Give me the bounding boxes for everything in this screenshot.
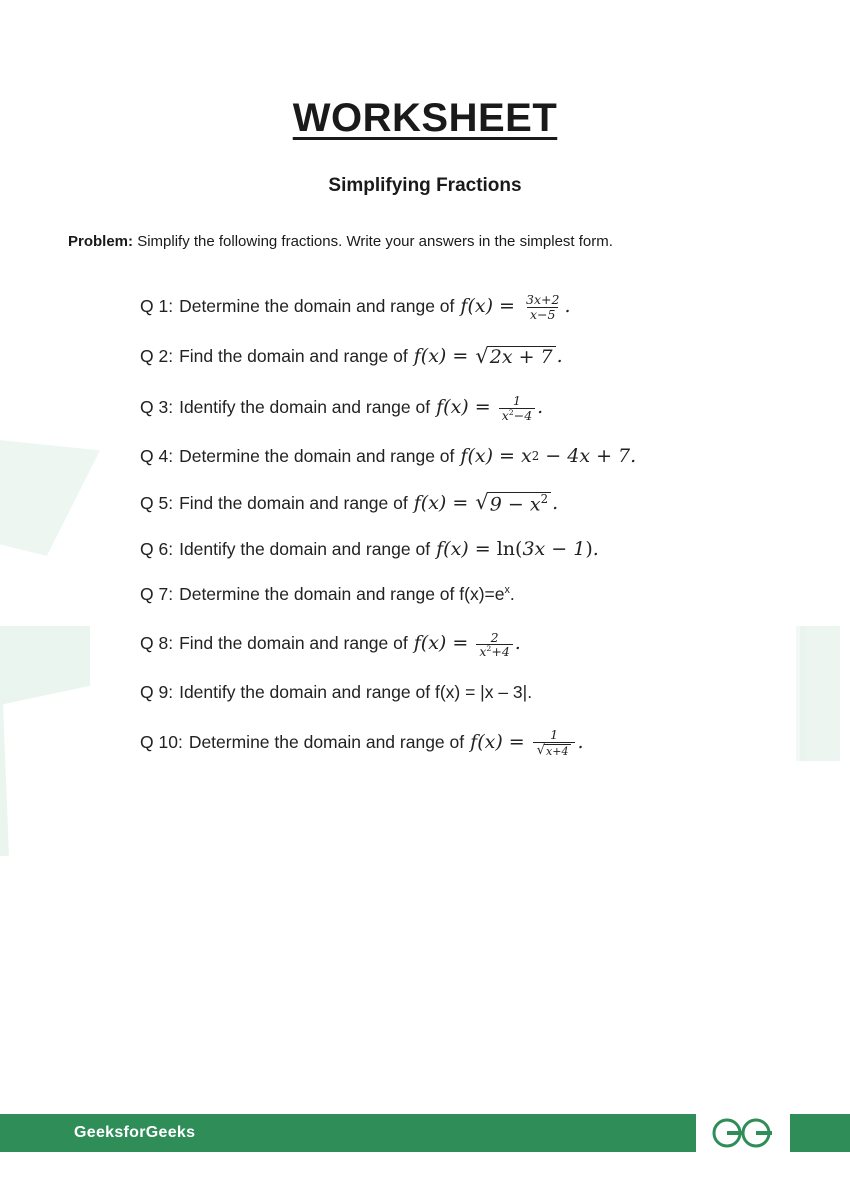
question-expression: f(x) = ln( 3x − 1 ) . — [430, 538, 599, 561]
question-label: Q 1: — [140, 295, 174, 316]
geeksforgeeks-logo — [696, 1111, 790, 1155]
list-item — [140, 393, 800, 421]
list-item — [140, 585, 800, 603]
question-text: Find the domain and range of — [179, 492, 408, 513]
question-text: Find the domain and range of — [179, 633, 408, 654]
question-label: Q 9: — [140, 681, 174, 702]
question-text: Determine the domain and range of — [179, 295, 455, 316]
question-label: Q 4: — [140, 446, 174, 467]
question-label: Q 6: — [140, 539, 174, 560]
list-item — [140, 292, 800, 320]
question-expression: f(x) = 1 √ x+4 . — [464, 727, 584, 758]
problem-label: Problem: — [68, 233, 134, 250]
problem-text: Simplify the following fractions. Write your answers in the simplest form. — [137, 233, 613, 250]
question-text: Identify the domain and range of — [179, 681, 431, 702]
question-text: Identify the domain and range of — [179, 539, 431, 560]
question-expression: f(x) = √ 2x + 7 . — [407, 344, 563, 368]
list-item — [140, 447, 800, 466]
question-expression: f(x) = $\frac{3x+2}{x-5}$ . — [454, 292, 571, 322]
question-label: Q 2: — [140, 346, 174, 366]
page-footer — [0, 1114, 850, 1152]
question-expression: f(x) = $\frac{1}{x^2-4}$ . — [430, 393, 544, 423]
question-label: Q 7: — [140, 584, 174, 605]
question-expression: f(x) = $\frac{2}{x^2+4}$ . — [407, 629, 521, 660]
list-item — [140, 630, 800, 658]
list-item — [140, 540, 800, 559]
question-text: Determine the domain and range of — [188, 731, 465, 752]
question-expression: f(x) = x 2 − 4x + 7. — [454, 445, 637, 468]
question-expression: f(x) = √ $9 - x^2$ . — [407, 490, 559, 516]
question-label: Q 5: — [140, 492, 174, 513]
question-expression: f(x) = |x – 3|. — [430, 681, 533, 702]
page-title: WORKSHEET — [292, 96, 558, 140]
list-item — [140, 346, 800, 367]
page-subtitle: Simplifying Fractions — [328, 175, 522, 196]
question-list — [140, 292, 800, 757]
question-text: Determine the domain and range of — [179, 584, 455, 605]
question-text: Determine the domain and range of — [179, 446, 455, 467]
worksheet-page — [0, 96, 850, 757]
question-text: Identify the domain and range of — [179, 396, 431, 417]
list-item — [140, 727, 800, 756]
question-expression: $f(x)=e^x$. — [454, 584, 515, 605]
list-item — [140, 681, 800, 702]
question-label: Q 3: — [140, 396, 174, 417]
question-text: Find the domain and range of — [179, 346, 408, 366]
footer-brand-text: GeeksforGeeks — [74, 1124, 196, 1141]
problem-statement — [68, 233, 850, 250]
list-item — [140, 492, 800, 514]
question-label: Q 8: — [140, 633, 174, 654]
question-label: Q 10: — [140, 731, 183, 752]
